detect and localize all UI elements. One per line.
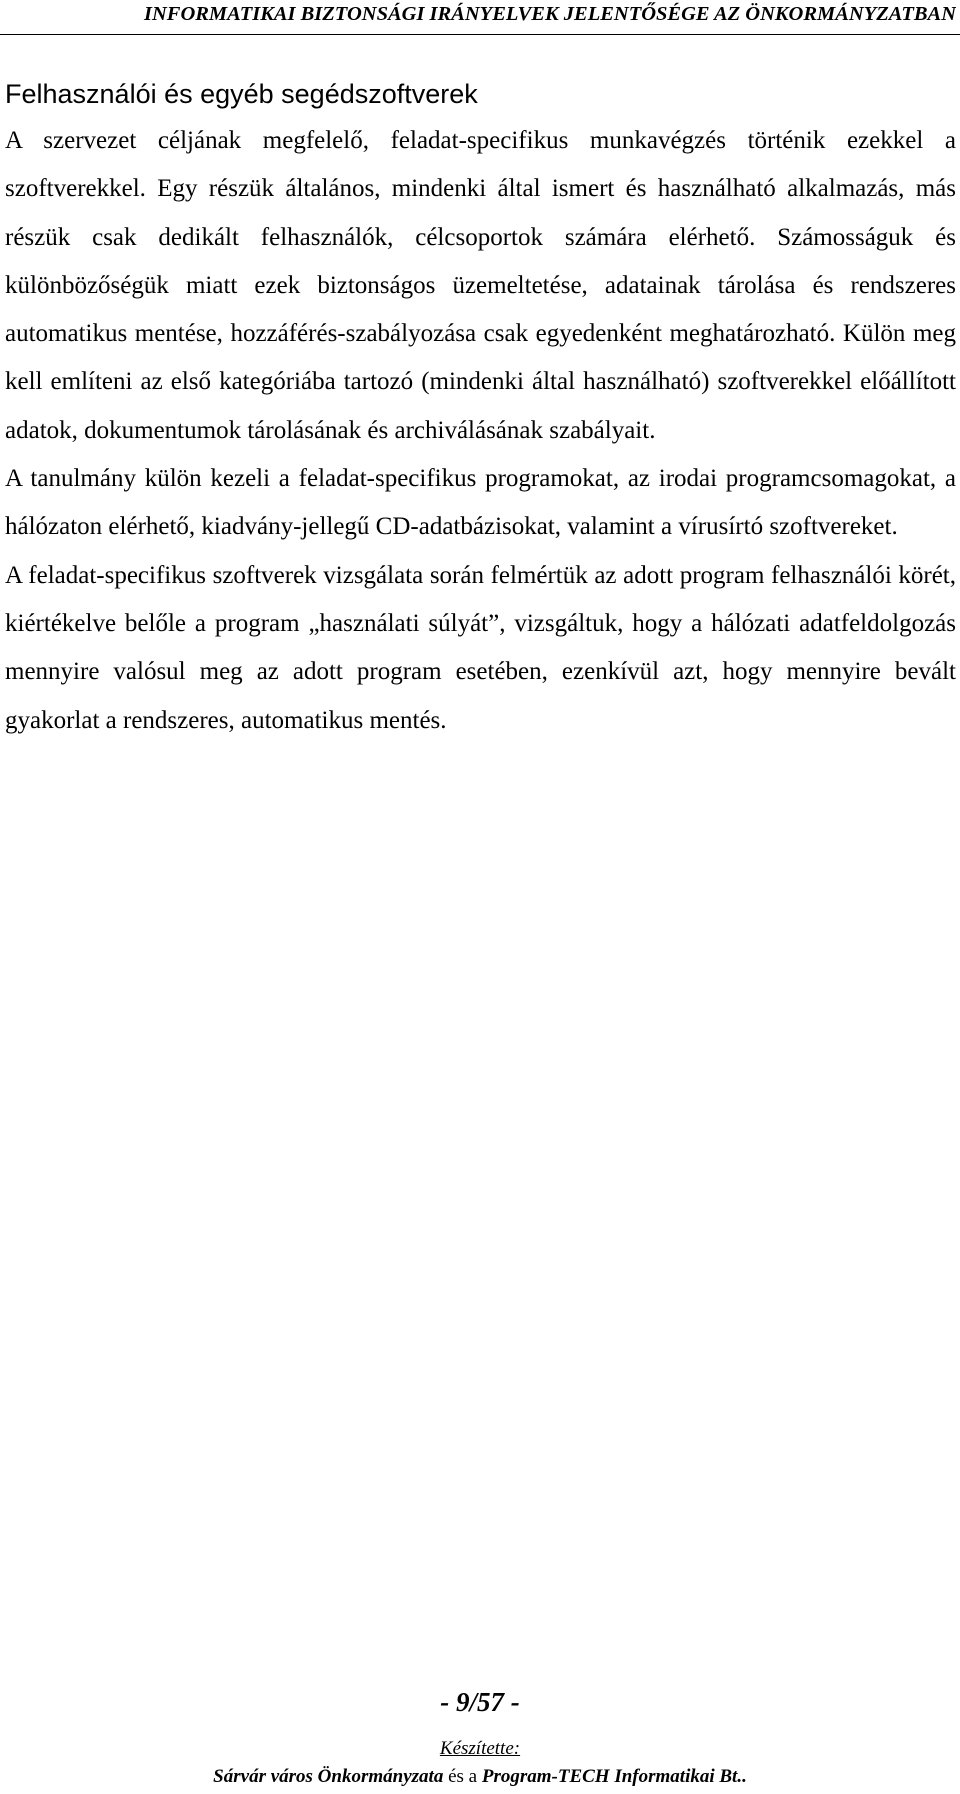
section-heading: Felhasználói és egyéb segédszoftverek bbox=[5, 79, 478, 109]
footer-credit bbox=[0, 1765, 960, 1789]
paragraph: A feladat-specifikus szoftverek vizsgálata során felmértük az adott program felhasználói körét, kiértékelve belőle a program „használati súlyát”, vizsgáltuk, hogy a hálózati adatfeldolgozás mennyire valósul meg az adott program esetében, ezenkívül azt, hogy mennyire bevált gyakorlat a rendszeres, automatikus mentés. bbox=[5, 561, 956, 734]
page-number: - 9/57 - bbox=[440, 1687, 520, 1717]
footer-credit-label: Készítette: bbox=[439, 1738, 521, 1759]
header-divider bbox=[0, 34, 960, 35]
footer-credit-connector: és a bbox=[443, 1766, 482, 1787]
running-header-title: INFORMATIKAI BIZTONSÁGI IRÁNYELVEK JELENTŐSÉGE AZ ÖNKORMÁNYZATBAN bbox=[143, 3, 956, 25]
footer-credit-organization: Sárvár város Önkormányzata bbox=[213, 1766, 444, 1787]
body-text bbox=[5, 117, 956, 745]
paragraph: A tanulmány külön kezeli a feladat-specifikus programokat, az irodai programcsomagokat, a hálózaton elérhető, kiadvány-jellegű CD-adatbázisokat, valamint a vírusírtó szoftvereket. bbox=[5, 465, 956, 541]
footer-credit-company: Program-TECH Informatikai Bt.. bbox=[481, 1766, 747, 1787]
paragraph: A szervezet céljának megfelelő, feladat-specifikus munkavégzés történik ezekkel a szoftverekkel. Egy részük általános, mindenki által ismert és használható alkalmazás, más részük csak dedikált felhasználók, célcsoportok számára elérhető. Számosságuk és különbözőségük miatt ezek biztonságos üzemeltetése, adatainak tárolása és rendszeres automatikus mentése, hozzáférés-szabályozása csak egyedenként meghatározható. Külön meg kell említeni az első kategóriába tartozó (mindenki által használható) szoftverekkel előállított adatok, dokumentumok tárolásának és archiválásának szabályait. bbox=[5, 127, 956, 444]
